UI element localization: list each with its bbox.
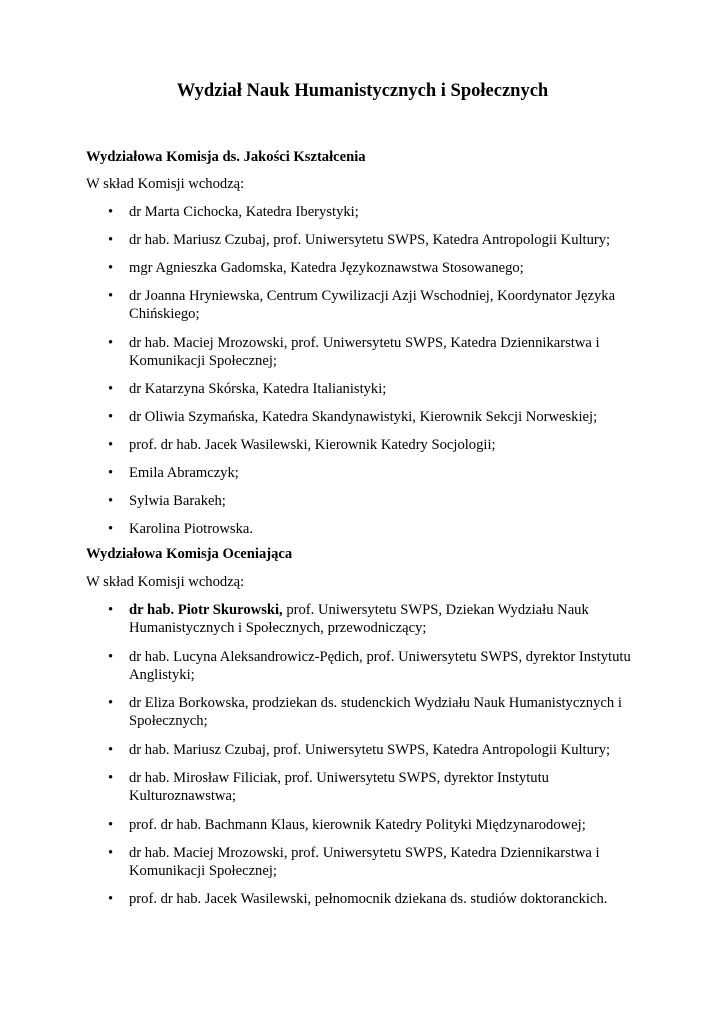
member-entry: dr Joanna Hryniewska, Centrum Cywilizacji Azji Wschodniej, Koordynator Języka Chińskiego; (129, 288, 616, 322)
list-item (0, 520, 639, 548)
bullet-icon: • (108, 260, 114, 276)
member-entry: dr hab. Maciej Mrozowski, prof. Uniwersytetu SWPS, Katedra Dziennikarstwa i Komunikacji Społecznej; (129, 335, 600, 369)
member-list-quality-committee (0, 203, 725, 548)
list-item (0, 769, 639, 816)
list-item (0, 694, 639, 741)
member-list-evaluation-committee (0, 601, 725, 918)
member-entry: dr Marta Cichocka, Katedra Iberystyki; (129, 204, 359, 220)
member-entry: dr hab. Maciej Mrozowski, prof. Uniwersytetu SWPS, Katedra Dziennikarstwa i Komunikacji Społecznej; (129, 845, 600, 879)
list-item (0, 464, 639, 492)
member-entry: dr Oliwia Szymańska, Katedra Skandynawistyki, Kierownik Sekcji Norweskiej; (129, 409, 598, 425)
bullet-icon: • (108, 770, 114, 786)
bullet-icon: • (108, 845, 114, 861)
member-entry: dr hab. Mariusz Czubaj, prof. Uniwersytetu SWPS, Katedra Antropologii Kultury; (129, 232, 611, 248)
list-item (0, 334, 639, 380)
bullet-icon: • (108, 817, 114, 833)
bullet-icon: • (108, 232, 114, 248)
member-entry: dr hab. Mariusz Czubaj, prof. Uniwersytetu SWPS, Katedra Antropologii Kultury; (129, 742, 611, 758)
member-entry: mgr Agnieszka Gadomska, Katedra Językoznawstwa Stosowanego; (129, 260, 524, 276)
section-heading-quality-committee: Wydziałowa Komisja ds. Jakości Kształcenia (86, 149, 366, 165)
member-entry: prof. dr hab. Jacek Wasilewski, Kierownik Katedry Socjologii; (129, 437, 496, 453)
bullet-icon: • (108, 409, 114, 425)
bullet-icon: • (108, 742, 114, 758)
member-entry: dr Katarzyna Skórska, Katedra Italianistyki; (129, 381, 387, 397)
list-item (0, 492, 639, 520)
bullet-icon: • (108, 204, 114, 220)
list-item (0, 844, 639, 890)
member-entry: Karolina Piotrowska. (129, 521, 254, 537)
member-name-bold: dr hab. Piotr Skurowski, (129, 602, 283, 618)
bullet-icon: • (108, 288, 114, 304)
member-entry: prof. dr hab. Jacek Wasilewski, pełnomocnik dziekana ds. studiów doktoranckich. (129, 891, 608, 907)
list-item (0, 436, 639, 464)
list-item (0, 741, 639, 769)
list-item (0, 601, 639, 648)
bullet-icon: • (108, 521, 114, 537)
bullet-icon: • (108, 465, 114, 481)
bullet-icon: • (108, 437, 114, 453)
list-item (0, 287, 639, 334)
section-heading-evaluation-committee: Wydziałowa Komisja Oceniająca (86, 546, 293, 562)
bullet-icon: • (108, 493, 114, 509)
list-item (0, 380, 639, 408)
section-intro-evaluation-committee: W skład Komisji wchodzą: (86, 574, 245, 590)
member-entry: Sylwia Barakeh; (129, 493, 226, 509)
member-entry: dr hab. Mirosław Filiciak, prof. Uniwersytetu SWPS, dyrektor Instytutu Kulturoznawstwa; (129, 770, 549, 804)
list-item (0, 648, 639, 694)
list-item (0, 259, 639, 287)
list-item (0, 203, 639, 231)
page-title: Wydział Nauk Humanistycznych i Społecznych (176, 81, 549, 101)
list-item (0, 408, 639, 436)
list-item (0, 231, 639, 259)
member-entry (129, 602, 589, 636)
bullet-icon: • (108, 381, 114, 397)
list-item (0, 890, 639, 918)
bullet-icon: • (108, 891, 114, 907)
bullet-icon: • (108, 649, 114, 665)
member-entry: dr Eliza Borkowska, prodziekan ds. studenckich Wydziału Nauk Humanistycznych i Społecznych; (129, 695, 622, 729)
bullet-icon: • (108, 335, 114, 351)
member-entry-rest: prof. Uniwersytetu SWPS, Dziekan Wydziału Nauk Humanistycznych i Społecznych, przewodniczący; (129, 602, 589, 636)
member-entry: dr hab. Lucyna Aleksandrowicz-Pędich, prof. Uniwersytetu SWPS, dyrektor Instytutu Anglistyki; (129, 649, 631, 683)
list-item (0, 816, 639, 844)
bullet-icon: • (108, 602, 114, 618)
bullet-icon: • (108, 695, 114, 711)
member-entry: Emila Abramczyk; (129, 465, 239, 481)
member-entry: prof. dr hab. Bachmann Klaus, kierownik Katedry Polityki Międzynarodowej; (129, 817, 586, 833)
section-intro-quality-committee: W skład Komisji wchodzą: (86, 176, 245, 192)
